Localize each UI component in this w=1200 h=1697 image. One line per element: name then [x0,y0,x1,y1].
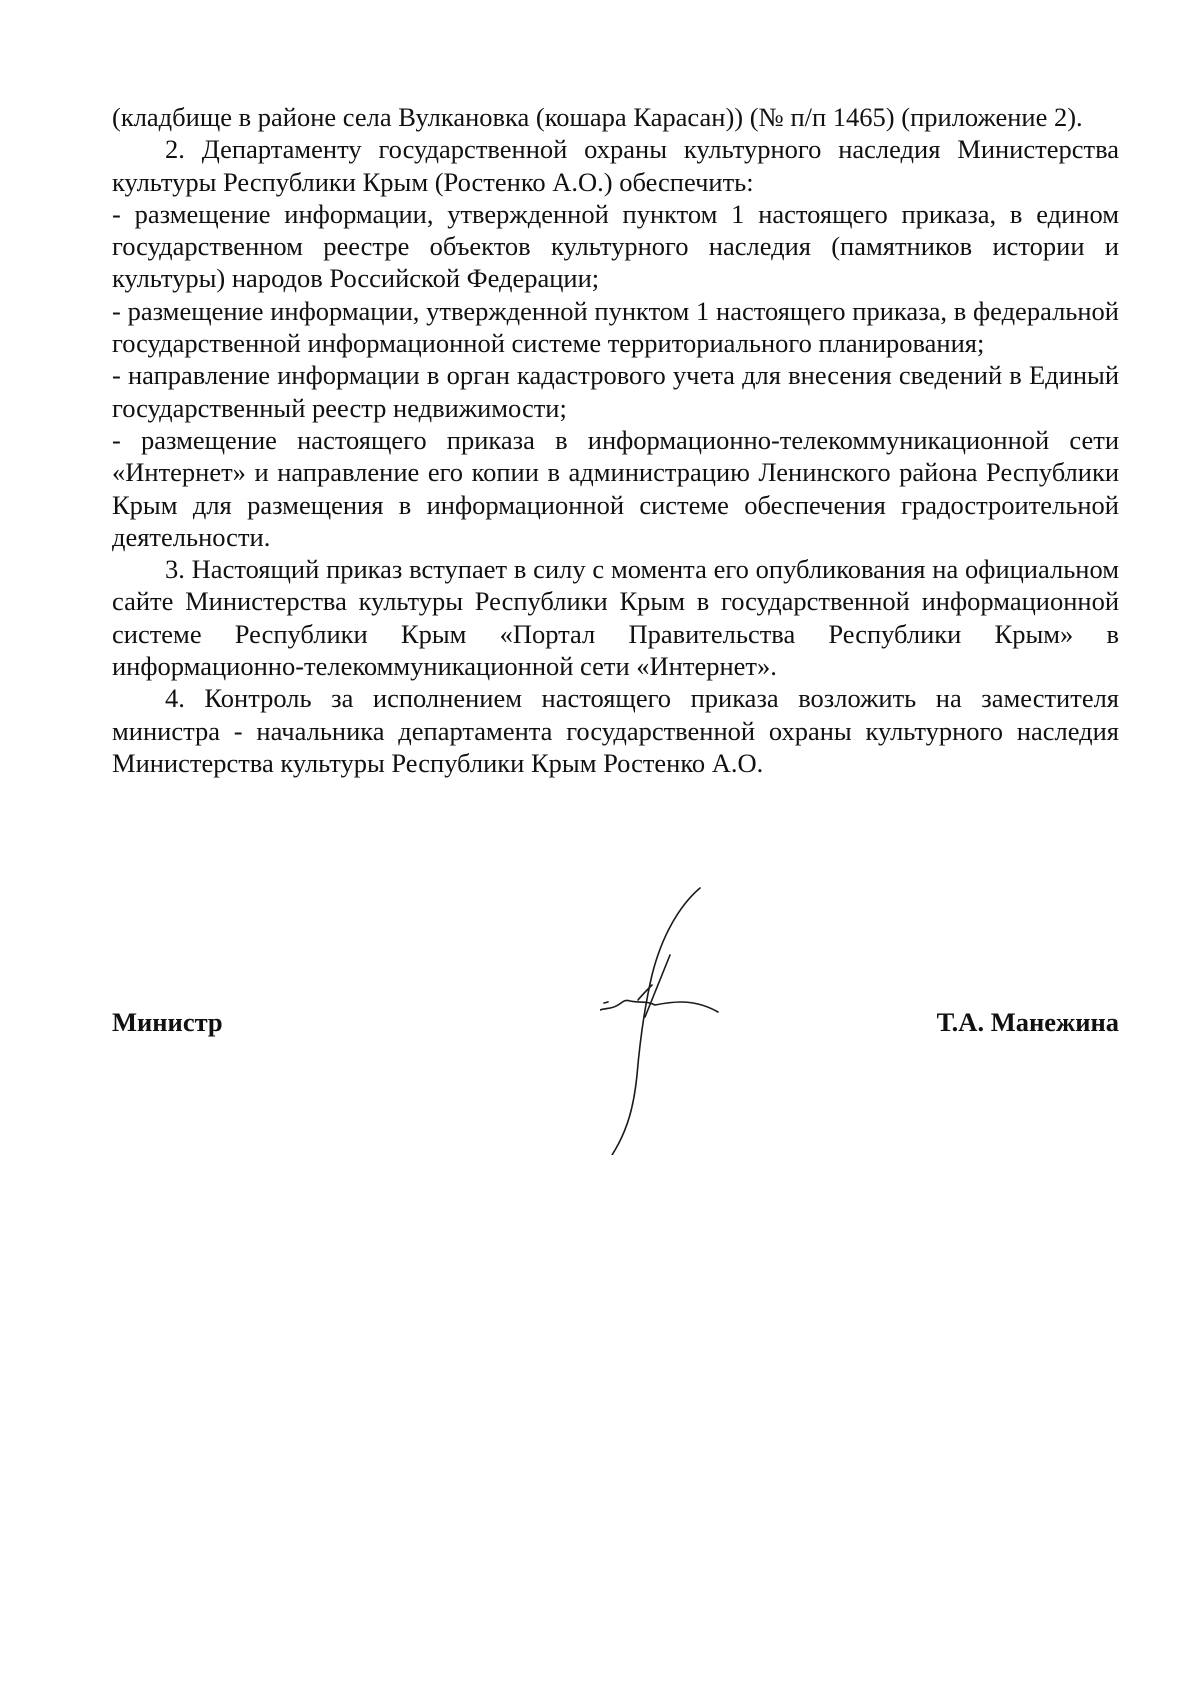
paragraph-fgis-placement: - размещение информации, утвержденной пунктом 1 настоящего приказа, в федеральной государственной информационной системе территориального планирования; [112,295,1119,359]
paragraph-registry-placement: - размещение информации, утвержденной пунктом 1 настоящего приказа, в едином государственном реестре объектов культурного наследия (памятников истории и культуры) народов Российской Федерации; [112,198,1119,294]
signatory-name: Т.А. Манежина [936,1007,1119,1037]
paragraph-item-4: 4. Контроль за исполнением настоящего приказа возложить на заместителя министра - начальника департамента государственной охраны культурного наследия Министерства культуры Республики Крым Ростенко А.О. [112,683,1119,778]
paragraph-item-2: 2. Департаменту государственной охраны культурного наследия Министерства культуры Республики Крым (Ростенко А.О.) обеспечить: [112,134,1119,197]
paragraph-item-3: 3. Настоящий приказ вступает в силу с момента его опубликования на официальном сайте Министерства культуры Республики Крым в государственной информационной системе Республики Крым «Портал Правительства Республики Крым» в информационно-телекоммуникационной сети «Интернет». [112,554,1119,682]
paragraph-cadastral-info: - направление информации в орган кадастрового учета для внесения сведений в Единый государственный реестр недвижимости; [112,360,1119,423]
paragraph-internet-placement: - размещение настоящего приказа в информационно-телекоммуникационной сети «Интернет» и направление его копии в администрацию Ленинского района Республики Крым для размещения в информационной системе обеспечения градостроительной деятельности. [112,424,1119,552]
document-body [112,101,1119,779]
handwritten-signature-icon [600,885,730,1155]
paragraph-cemetery-continuation: (кладбище в районе села Вулкановка (кошара Карасан)) (№ п/п 1465) (приложение 2). [112,102,1083,132]
signatory-title: Министр [112,1007,223,1037]
